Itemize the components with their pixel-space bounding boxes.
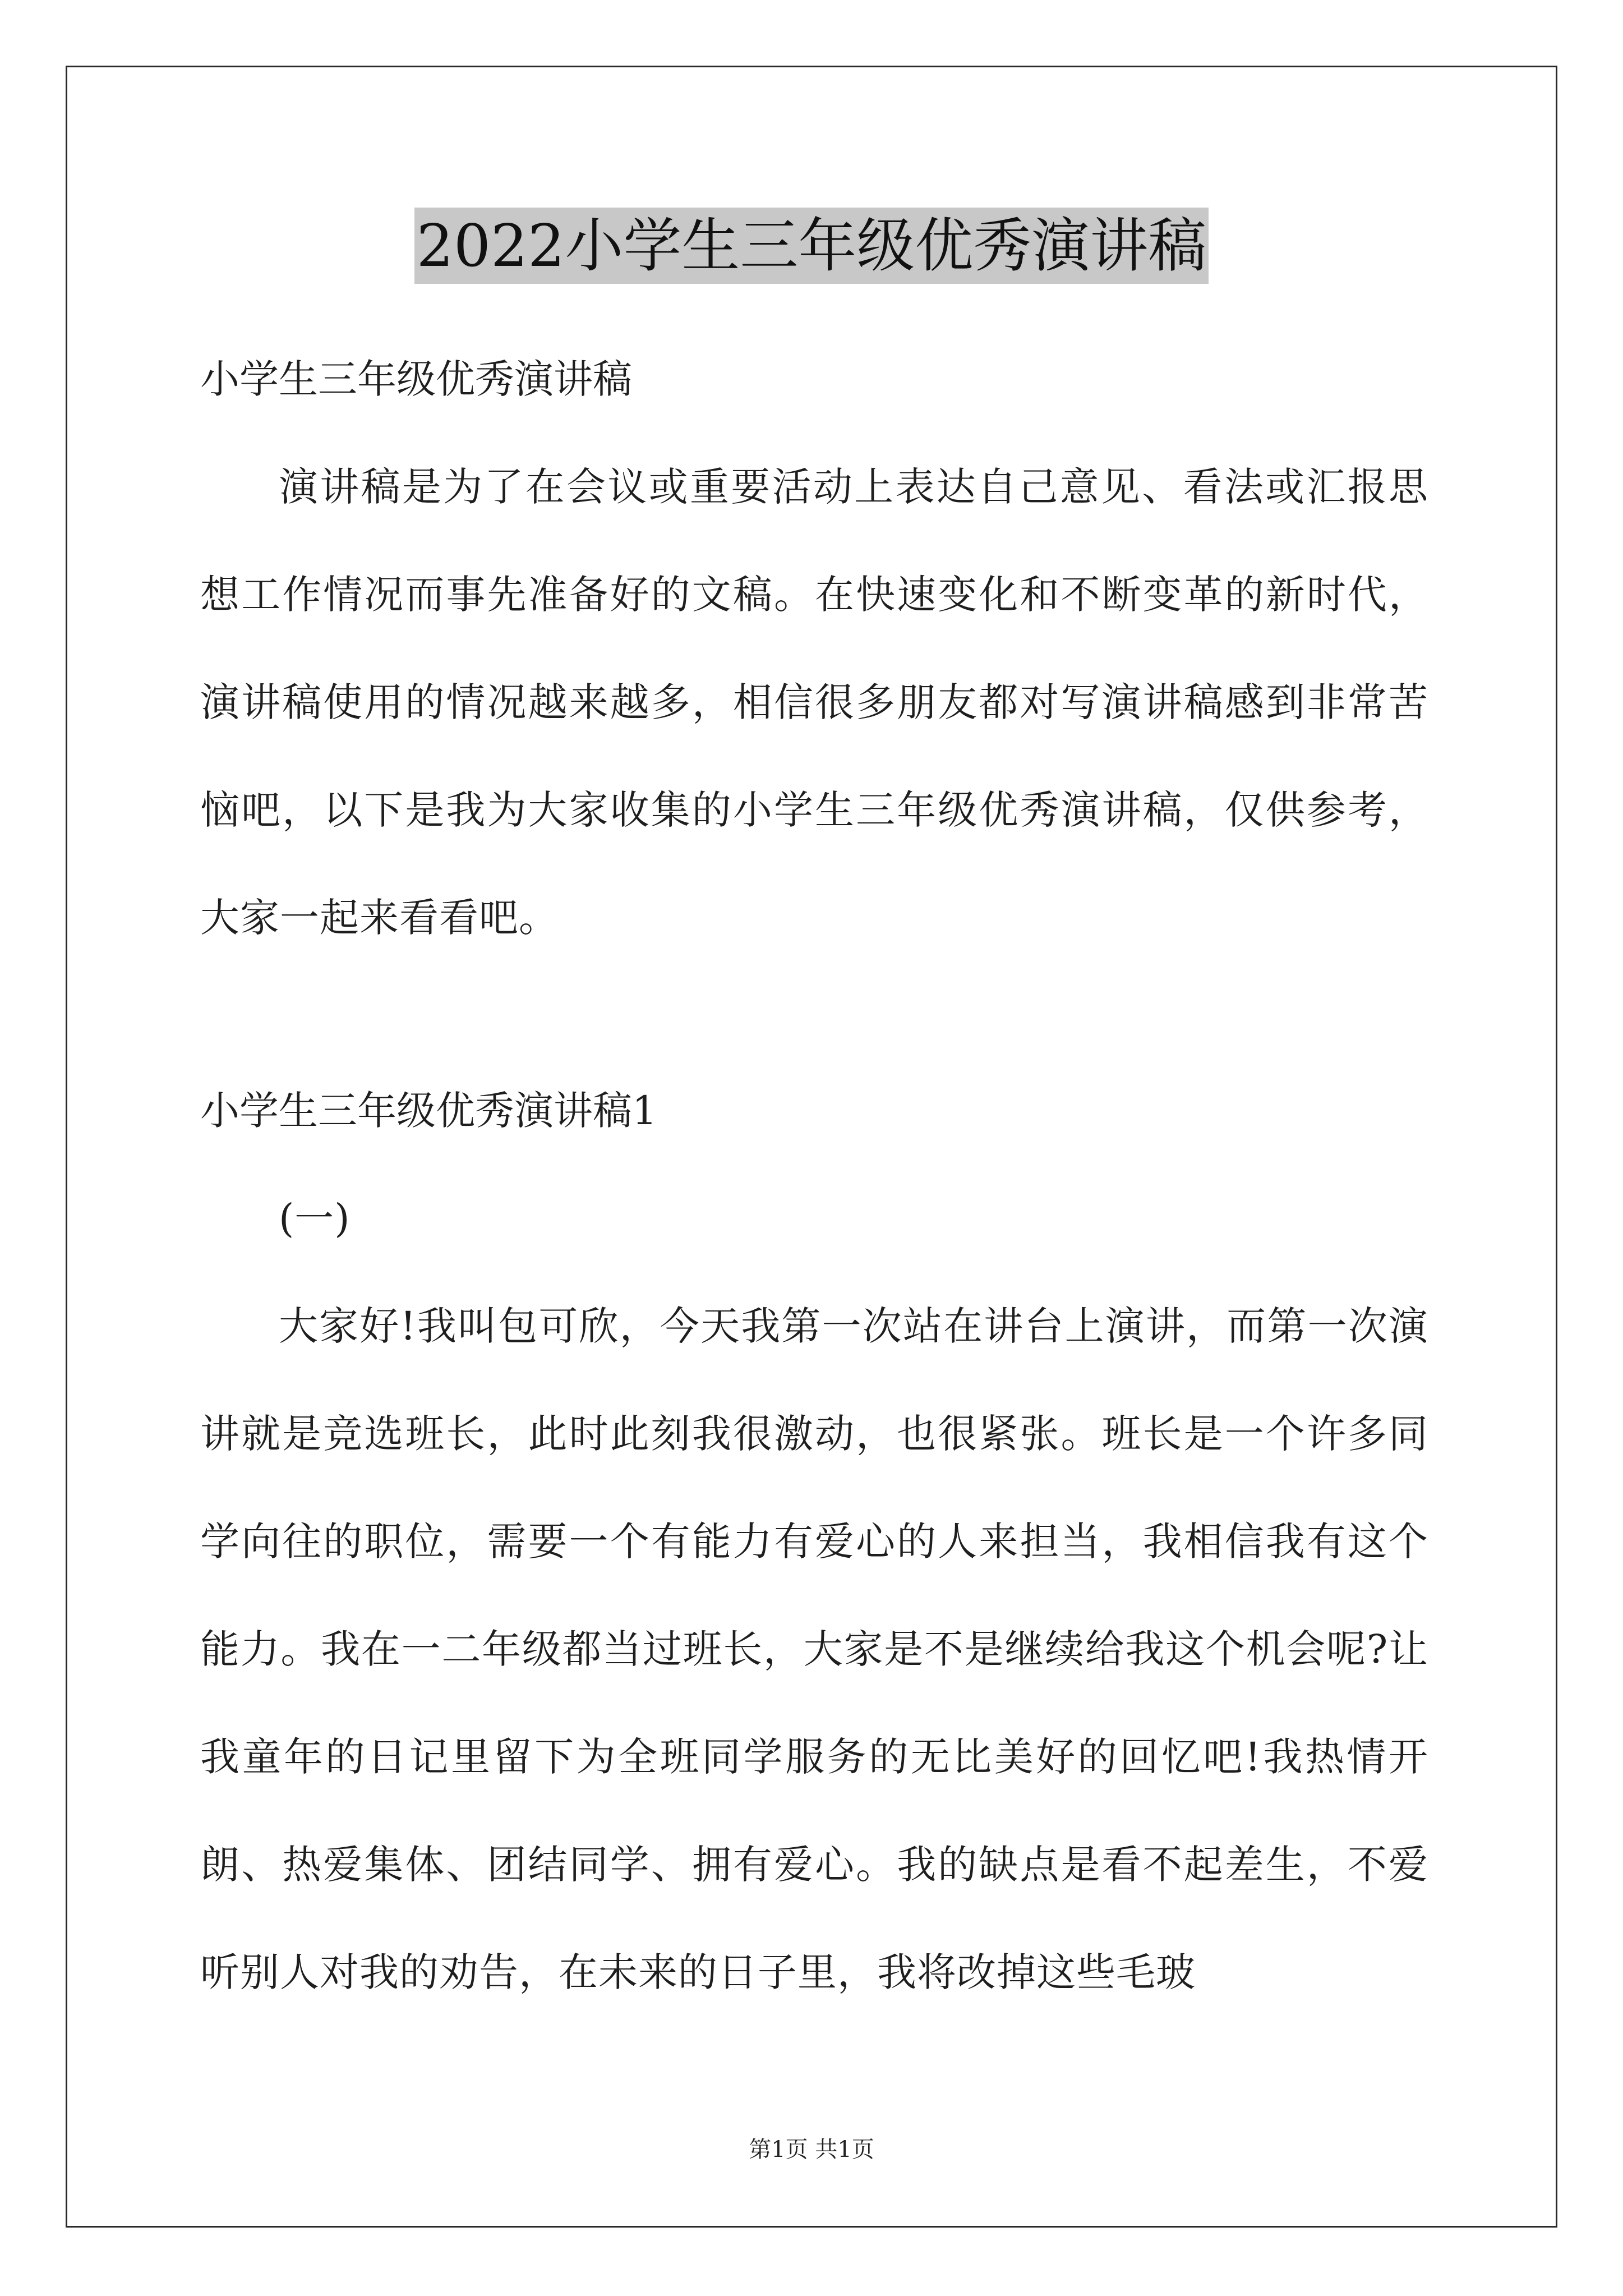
document-subtitle: 小学生三年级优秀演讲稿 — [200, 356, 632, 402]
document-title: 2022小学生三年级优秀演讲稿 — [414, 208, 1209, 284]
document-body — [200, 303, 1428, 2026]
section-number: (一) — [279, 1195, 351, 1241]
intro-paragraph: 演讲稿是为了在会议或重要活动上表达自己意见、看法或汇报思想工作情况而事先准备好的文稿。在快速变化和不断变革的新时代，演讲稿使用的情况越来越多，相信很多朋友都对写演讲稿感到非常苦恼吧，以下是我为大家收集的小学生三年级优秀演讲稿，仅供参考，大家一起来看看吧。 — [200, 464, 1428, 941]
spacer — [200, 972, 1428, 1057]
section-heading: 小学生三年级优秀演讲稿1 — [200, 1088, 657, 1134]
body-paragraph: 大家好!我叫包可欣，今天我第一次站在讲台上演讲，而第一次演讲就是竞选班长，此时此刻我很激动，也很紧张。班长是一个许多同学向往的职位，需要一个有能力有爱心的人来担当，我相信我有这个能力。我在一二年级都当过班长，大家是不是继续给我这个机会呢?让我童年的日记里留下为全班同学服务的无比美好的回忆吧!我热情开朗、热爱集体、团结同学、拥有爱心。我的缺点是看不起差生，不爱听别人对我的劝告，在未来的日子里，我将改掉这些毛玻 — [200, 1303, 1428, 1995]
page-footer: 第1页 共1页 — [749, 2137, 874, 2162]
title-container — [0, 208, 1623, 284]
